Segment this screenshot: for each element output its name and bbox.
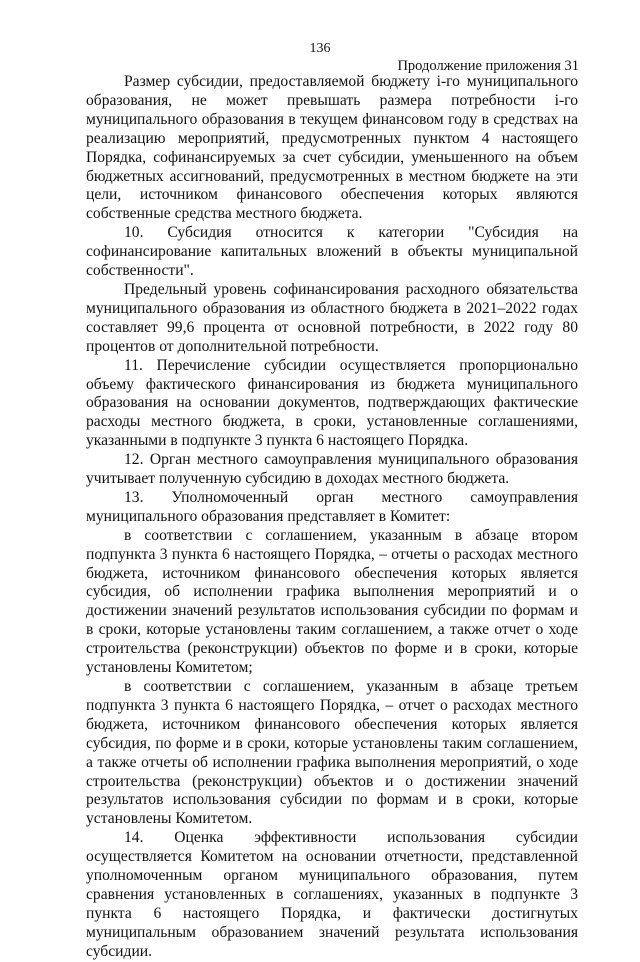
paragraph-13: 13. Уполномоченный орган местного самоуправления муниципального образования представляет в Комитет: [86,488,578,525]
appendix-continuation-label: Продолжение приложения 31 [397,58,579,74]
paragraph-cofinancing-level: Предельный уровень софинансирования расходного обязательства муниципального образования из областного бюджета в 2021–2022 годах составляет 99,6 процента от основной потребности, в 2022 году 80 процентов от дополнительной потребности. [86,280,578,355]
paragraph-14: 14. Оценка эффективности использования субсидии осуществляется Комитетом на основании отчетности, представленной уполномоченным органом муниципального образования, путем сравнения установленных в соглашениях, указанных в подпункте 3 пункта 6 настоящего Порядка, и фактически достигнутых муниципальным образованием значений результата использования субсидии. [86,829,578,960]
paragraph-10: 10. Субсидия относится к категории "Субсидия на софинансирование капитальных вложений в объекты муниципальной собственности". [86,224,578,280]
page-number: 136 [309,41,331,56]
paragraph-subsidy-size: Размер субсидии, предоставляемой бюджету i-го муниципального образования, не может превышать размера потребности i-го муниципального образования в текущем финансовом году в средствах на реализацию мероприятий, предусмотренных пунктом 4 настоящего Порядка, софинансируемых за счет субсидии, уменьшенного на объем бюджетных ассигнований, предусмотренных в местном бюджете на эти цели, источником финансового обеспечения которых являются собственные средства местного бюджета. [86,73,578,223]
paragraph-13-item-2: в соответствии с соглашением, указанным в абзаце третьем подпункта 3 пункта 6 настоящего Порядка, – отчет о расходах местного бюджета, источником финансового обеспечения которых является субсидия, по форме и в сроки, которые установлены таким соглашением, а также отчеты об исполнении графика выполнения мероприятий, о ходе строительства (реконструкции) объектов и о достижении значений результатов использования субсидии по формам и в сроки, которые установлены Комитетом. [86,678,578,828]
paragraph-13-item-1: в соответствии с соглашением, указанным в абзаце втором подпункта 3 пункта 6 настоящего Порядка, – отчеты о расходах местного бюджета, источником финансового обеспечения которых является субсидия, об исполнении графика выполнения мероприятий и о достижении значений результатов использования субсидии по формам и в сроки, которые установлены таким соглашением, а также отчет о ходе строительства (реконструкции) объектов по форме и в сроки, которые установлены Комитетом; [86,526,578,677]
document-body [86,73,578,962]
paragraph-12: 12. Орган местного самоуправления муниципального образования учитывает полученную субсидию в доходах местного бюджета. [86,451,578,488]
paragraph-11: 11. Перечисление субсидии осуществляется пропорционально объему фактического финансирования из бюджета муниципального образования на основании документов, подтверждающих фактические расходы местного бюджета, в сроки, установленные соглашениями, указанными в подпункте 3 пункта 6 настоящего Порядка. [86,356,578,450]
